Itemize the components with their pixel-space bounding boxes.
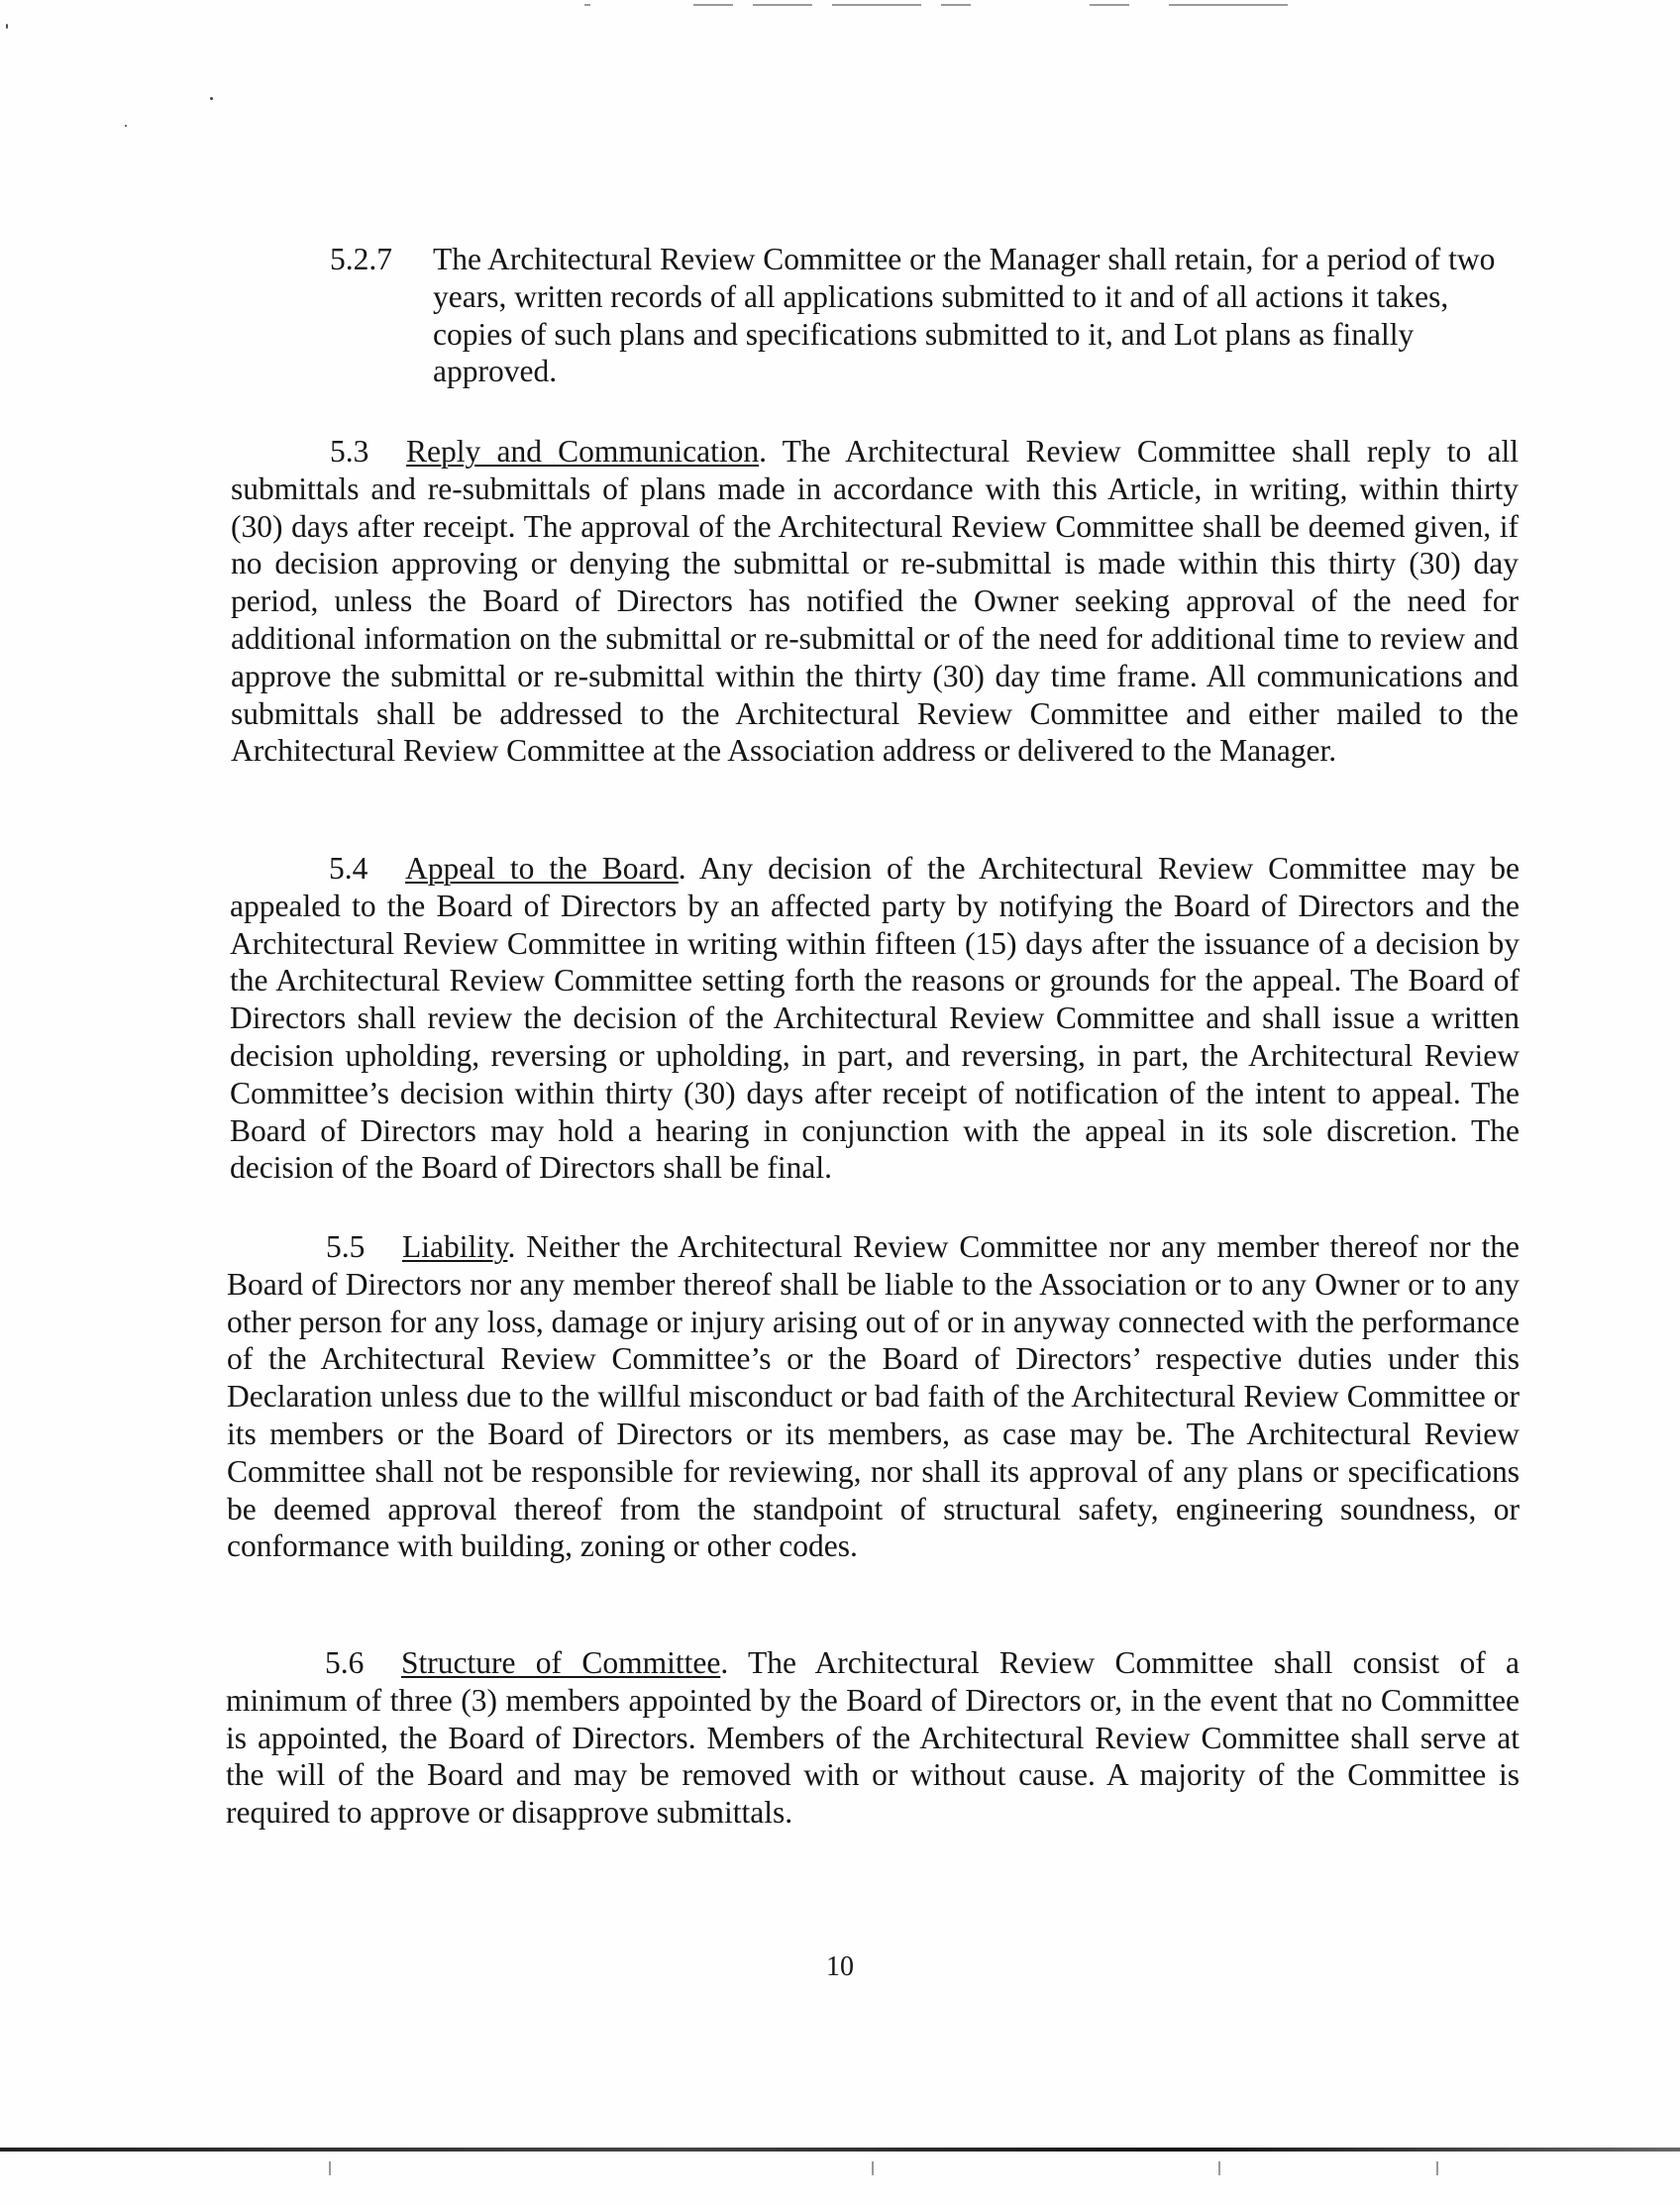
section-text: The Architectural Review Committee or the Manager shall retain, for a period of two years, written records of all applications submitted to it and of all actions it takes, copies of such plans and specifications submitted to it, and Lot plans as finally approved. [433,242,1496,389]
section-heading: Appeal to the Board [405,851,679,886]
section-heading: Liability [402,1229,508,1264]
section-text: . Any decision of the Architectural Review Committee may be appealed to the Board of Directors by an affected party by notifying the Board of Directors and the Architectural Review Committee in writing within fifteen (15) days after the issuance of a decision by the Architectural Review Committee setting forth the reasons or grounds for the appeal. The Board of Directors shall review the decision of the Architectural Review Committee and shall issue a written decision upholding, reversing or upholding, in part, and reversing, in part, the Architectural Review Committee’s decision within thirty (30) days after receipt of notification of the intent to appeal. The Board of Directors may hold a hearing in conjunction with the appeal in its sole discretion. The decision of the Board of Directors shall be final. [230,851,1520,1186]
scan-artifact-top [0,0,1680,14]
section-number: 5.2.7 [330,242,392,276]
scan-speck [210,97,213,100]
section-5-4 [230,850,1520,1187]
section-number: 5.6 [325,1645,365,1680]
section-text: . The Architectural Review Committee shall reply to all submittals and re-submittals of plans made in accordance with this Article, in writing, within thirty (30) days after receipt. The approval of the Architectural Review Committee shall be deemed given, if no decision approving or denying the submittal or re-submittal is made within this thirty (30) day period, unless the Board of Directors has notified the Owner seeking approval of the need for additional information on the submittal or re-submittal or of the need for additional time to review and approve the submittal or re-submittal within the thirty (30) day time frame. All communications and submittals shall be addressed to the Architectural Review Committee and either mailed to the Architectural Review Committee at the Association address or delivered to the Manager. [231,434,1519,769]
section-heading: Structure of Committee [401,1645,721,1680]
section-text: . Neither the Architectural Review Committee nor any member thereof nor the Board of Directors nor any member thereof shall be liable to the Association or to any Owner or to any other person for any loss, damage or injury arising out of or in anyway connected with the performance of the Architectural Review Committee’s or the Board of Directors’ respective duties under this Declaration unless due to the willful misconduct or bad faith of the Architectural Review Committee or its members or the Board of Directors or its members, as case may be. The Architectural Review Committee shall not be responsible for reviewing, nor shall its approval of any plans or specifications be deemed approval thereof from the standpoint of structural safety, engineering soundness, or conformance with building, zoning or other codes. [227,1229,1520,1564]
section-number: 5.3 [330,434,369,469]
page-number: 10 [826,1951,854,1982]
section-number: 5.4 [329,851,368,886]
section-5-2-7 [330,241,1509,390]
section-5-6 [226,1644,1520,1832]
scan-speck [125,125,127,127]
section-5-3 [231,433,1519,770]
scan-bottom-rule [0,2148,1680,2152]
section-5-5 [227,1228,1520,1565]
scan-speck [6,24,8,29]
section-text: . The Architectural Review Committee shall consist of a minimum of three (3) members appointed by the Board of Directors or, in the event that no Committee is appointed, the Board of Directors. Members of the Architectural Review Committee shall serve at the will of the Board and may be removed with or without cause. A majority of the Committee is required to approve or disapprove submittals. [226,1645,1520,1831]
section-heading: Reply and Communication [406,434,760,469]
section-number: 5.5 [326,1229,366,1264]
